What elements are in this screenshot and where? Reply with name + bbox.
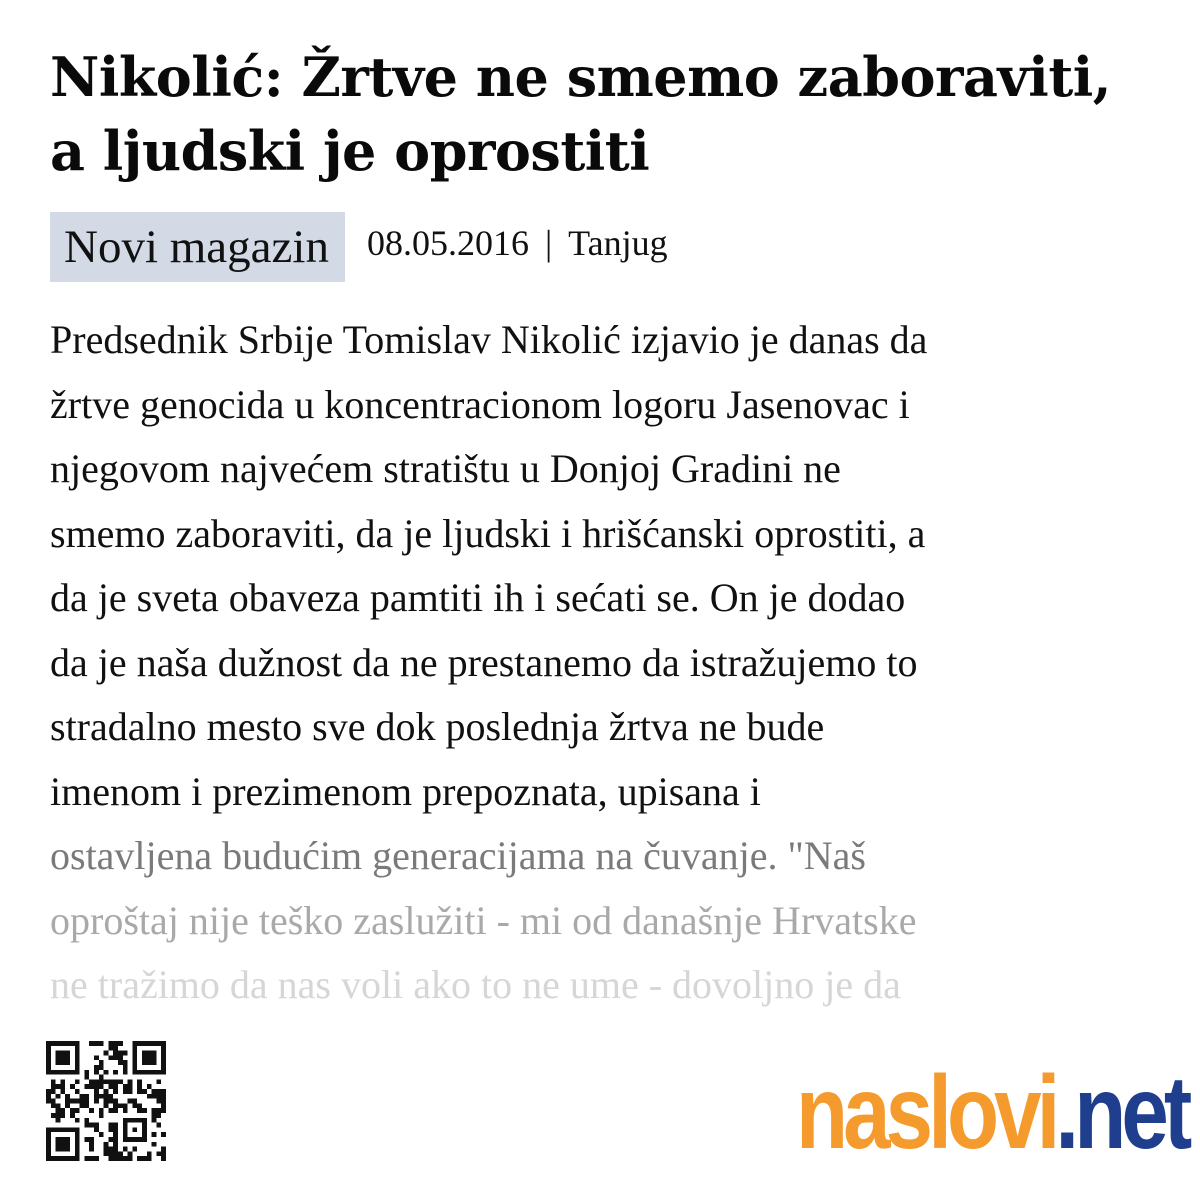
- article-line: imenom i prezimenom prepoznata, upisana i: [50, 768, 761, 814]
- naslovi-net-logo[interactable]: [796, 1055, 1188, 1171]
- meta-separator: |: [544, 223, 553, 263]
- article-line: stradalno mesto sve dok poslednja žrtva ne bude: [50, 704, 825, 749]
- article-line: da je naša dužnost da ne prestanemo da istražujemo to: [50, 639, 918, 685]
- article-line: ne tražimo da nas voli ako to ne ume - dovoljno je da: [50, 962, 901, 1007]
- article-meta-info: [367, 212, 668, 274]
- article-line: njegovom najvećem stratištu u Donjoj Gradini ne: [50, 446, 841, 491]
- article-line: da je sveta obaveza pamtiti ih i sećati se. On je dodao: [50, 575, 906, 620]
- qr-code-icon: [46, 1038, 166, 1164]
- source-badge[interactable]: Novi magazin: [50, 212, 345, 282]
- article-line: Predsednik Srbije Tomislav Nikolić izjavio je danas da: [50, 317, 928, 362]
- article-meta: [50, 212, 668, 282]
- article-line: oproštaj nije teško zaslužiti - mi od današnje Hrvatske: [50, 897, 917, 943]
- article-line: smemo zaboraviti, da je ljudski i hrišćanski oprostiti, a: [50, 510, 926, 556]
- article-line: ostavljena budućim generacijama na čuvanje. "Naš: [50, 833, 866, 878]
- logo-naslovi: naslovi: [796, 1055, 1056, 1171]
- article-date: 08.05.2016: [366, 223, 529, 263]
- article-agency: Tanjug: [568, 223, 668, 263]
- article-title: Nikolić: Žrtve ne smemo zaboraviti, a ljudski je oprostiti: [50, 45, 1112, 183]
- logo-net: .net: [1055, 1055, 1188, 1171]
- article-body: [50, 308, 1160, 1008]
- article-line: žrtve genocida u koncentracionom logoru Jasenovac i: [50, 381, 910, 427]
